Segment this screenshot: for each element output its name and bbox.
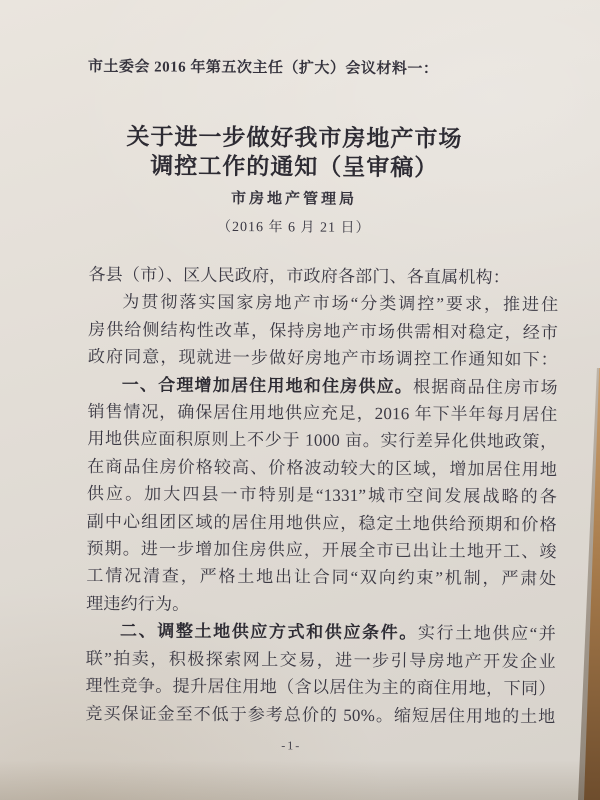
body-line-text: 在商品住房价格较高、价格波动较大的区域，增加居住用地 xyxy=(87,456,558,480)
body-line xyxy=(88,343,558,374)
body-line xyxy=(87,453,557,484)
body-line-text: 联”拍卖，积极探索网上交易，进一步引导房地产开发企业 xyxy=(85,648,556,671)
body-line xyxy=(86,562,556,593)
document-body xyxy=(85,261,558,730)
body-line-text: 根据商品住房市场 xyxy=(413,376,558,397)
body-line xyxy=(86,645,556,676)
title-block xyxy=(29,122,560,239)
body-line-text: 用地供应面积原则上不少于 1000 亩。实行差异化供地政策， xyxy=(87,429,558,452)
body-line xyxy=(86,672,556,703)
body-line xyxy=(87,508,557,539)
body-line xyxy=(85,699,555,730)
body-line xyxy=(86,617,556,648)
body-line xyxy=(86,590,556,621)
body-line xyxy=(88,316,558,347)
body-line-text: 销售情况，确保居住用地供应充足，2016 年下半年每月居住 xyxy=(87,402,558,425)
body-line-text: 房供给侧结构性改革，保持房地产市场供需相对稳定，经市 xyxy=(88,319,559,343)
body-line xyxy=(87,425,557,456)
section-heading: 二、调整土地供应方式和供应条件。 xyxy=(119,621,418,643)
body-line-text: 竞买保证金至不低于参考总价的 50%。缩短居住用地的土地 xyxy=(85,703,556,726)
page-number: -1- xyxy=(281,738,302,753)
issuing-agency: 市房地产管理局 xyxy=(230,190,358,208)
document-date: （2016 年 6 月 21 日） xyxy=(217,219,371,236)
body-line-text: 理违约行为。 xyxy=(86,593,190,614)
body-line-text: 供应。加大四县一市特别是“1331”城市空间发展战略的各 xyxy=(86,484,558,507)
document-title-line1: 关于进一步做好我市房地产市场 xyxy=(126,124,463,152)
body-line-text: 预期。进一步增加住房供应，开展全市已出让土地开工、竣 xyxy=(86,539,557,562)
body-line-text: 各县（市）、区人民政府，市政府各部门、各直属机构： xyxy=(88,264,511,287)
body-line xyxy=(86,535,556,566)
body-line-text: 实行土地供应“并 xyxy=(417,623,557,644)
body-line-text: 为贯彻落实国家房地产市场“分类调控”要求，推进住 xyxy=(122,292,559,315)
body-line-text: 工情况清查，严格土地出让合同“双向约束”机制，严肃处 xyxy=(86,566,557,589)
meeting-material-header: 市土委会 2016 年第五次主任（扩大）会议材料一： xyxy=(87,58,439,78)
body-line-text: 理性竞争。提升居住用地（含以居住为主的商住用地，下同） xyxy=(85,676,556,699)
body-line xyxy=(88,261,558,292)
body-line xyxy=(87,398,557,429)
section-heading: 一、合理增加居住用地和住房供应。 xyxy=(121,374,414,396)
body-line xyxy=(88,288,558,319)
document-title-line2: 调控工作的通知（呈审稿） xyxy=(150,153,439,181)
body-line-text: 政府同意，现就进一步做好房地产市场调控工作通知如下： xyxy=(87,347,558,370)
body-line xyxy=(87,480,557,511)
body-line xyxy=(88,371,558,402)
body-line-text: 副中心组团区域的居住用地供应，稳定土地供给预期和价格 xyxy=(86,511,557,534)
